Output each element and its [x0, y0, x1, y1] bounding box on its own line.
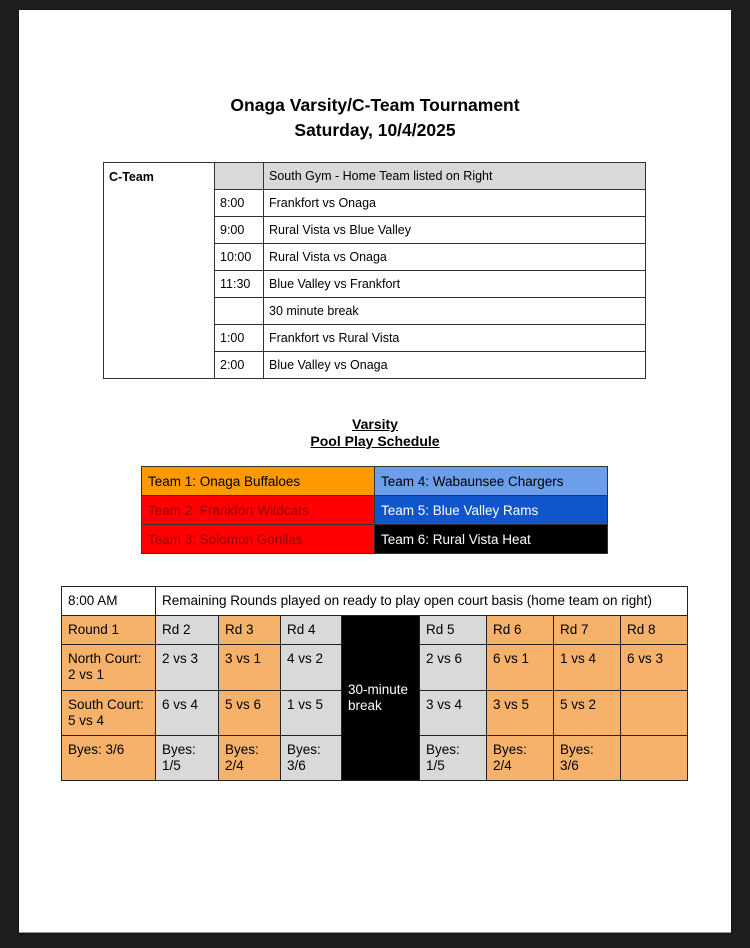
match-cell: 1 vs 5: [281, 691, 342, 736]
match-cell: 6 vs 4: [156, 691, 219, 736]
round-label: Rd 5: [420, 616, 487, 645]
round-label: Rd 8: [621, 616, 688, 645]
round-label: Rd 4: [281, 616, 342, 645]
match-cell: 3 vs 1: [219, 645, 281, 691]
match-cell: Frankfort vs Rural Vista: [264, 325, 646, 352]
document-title: Onaga Varsity/C-Team Tournament: [230, 95, 520, 115]
byes-cell: Byes: 1/5: [156, 736, 219, 781]
pool-play-heading: Pool Play Schedule: [310, 433, 440, 449]
time-cell: 9:00: [215, 217, 264, 244]
match-cell: 2 vs 3: [156, 645, 219, 691]
time-cell: [215, 163, 264, 190]
table-row: [62, 587, 688, 616]
table-row: [104, 163, 646, 190]
byes-cell: Byes: 3/6: [281, 736, 342, 781]
table-row: [142, 467, 608, 496]
match-cell: Frankfort vs Onaga: [264, 190, 646, 217]
byes-cell: [621, 736, 688, 781]
north-court-cell: North Court: 2 vs 1: [62, 645, 156, 691]
time-cell: 1:00: [215, 325, 264, 352]
team-6-cell: Team 6: Rural Vista Heat: [374, 525, 607, 554]
varsity-rounds-table: [61, 586, 688, 781]
byes-cell: Byes: 3/6: [62, 736, 156, 781]
team-2-cell: Team 2: Frankfort Wildcats: [142, 496, 375, 525]
schedule-note: Remaining Rounds played on ready to play open court basis (home team on right): [156, 587, 688, 616]
match-cell: 4 vs 2: [281, 645, 342, 691]
time-cell: 8:00: [215, 190, 264, 217]
match-cell: 6 vs 3: [621, 645, 688, 691]
teams-legend-table: [141, 466, 608, 554]
start-time-cell: 8:00 AM: [62, 587, 156, 616]
match-cell: 3 vs 4: [420, 691, 487, 736]
break-cell: 30-minute break: [342, 616, 420, 781]
match-cell: [621, 691, 688, 736]
varsity-heading: Varsity: [352, 416, 398, 432]
match-cell: 30 minute break: [264, 298, 646, 325]
team-5-cell: Team 5: Blue Valley Rams: [374, 496, 607, 525]
document-date: Saturday, 10/4/2025: [294, 120, 456, 140]
cteam-schedule-table: [103, 162, 646, 379]
byes-cell: Byes: 1/5: [420, 736, 487, 781]
match-cell: Rural Vista vs Onaga: [264, 244, 646, 271]
team-1-cell: Team 1: Onaga Buffaloes: [142, 467, 375, 496]
table-row: [142, 525, 608, 554]
table-row: [62, 616, 688, 645]
match-cell: 5 vs 2: [554, 691, 621, 736]
round-label: Rd 6: [487, 616, 554, 645]
round-label: Rd 3: [219, 616, 281, 645]
time-cell: 11:30: [215, 271, 264, 298]
match-cell: 1 vs 4: [554, 645, 621, 691]
match-cell: Blue Valley vs Onaga: [264, 352, 646, 379]
round-1-label: Round 1: [62, 616, 156, 645]
round-label: Rd 7: [554, 616, 621, 645]
byes-cell: Byes: 2/4: [219, 736, 281, 781]
round-label: Rd 2: [156, 616, 219, 645]
match-cell: 2 vs 6: [420, 645, 487, 691]
match-cell: 3 vs 5: [487, 691, 554, 736]
time-cell: 10:00: [215, 244, 264, 271]
team-3-cell: Team 3: Solomon Gorillas: [142, 525, 375, 554]
byes-cell: Byes: 2/4: [487, 736, 554, 781]
south-court-cell: South Court: 5 vs 4: [62, 691, 156, 736]
match-cell: 6 vs 1: [487, 645, 554, 691]
time-cell: 2:00: [215, 352, 264, 379]
cteam-label: C-Team: [104, 163, 215, 379]
byes-cell: Byes: 3/6: [554, 736, 621, 781]
table-row: [142, 496, 608, 525]
match-cell: Rural Vista vs Blue Valley: [264, 217, 646, 244]
cteam-header: South Gym - Home Team listed on Right: [264, 163, 646, 190]
match-cell: Blue Valley vs Frankfort: [264, 271, 646, 298]
team-4-cell: Team 4: Wabaunsee Chargers: [374, 467, 607, 496]
time-cell: [215, 298, 264, 325]
match-cell: 5 vs 6: [219, 691, 281, 736]
